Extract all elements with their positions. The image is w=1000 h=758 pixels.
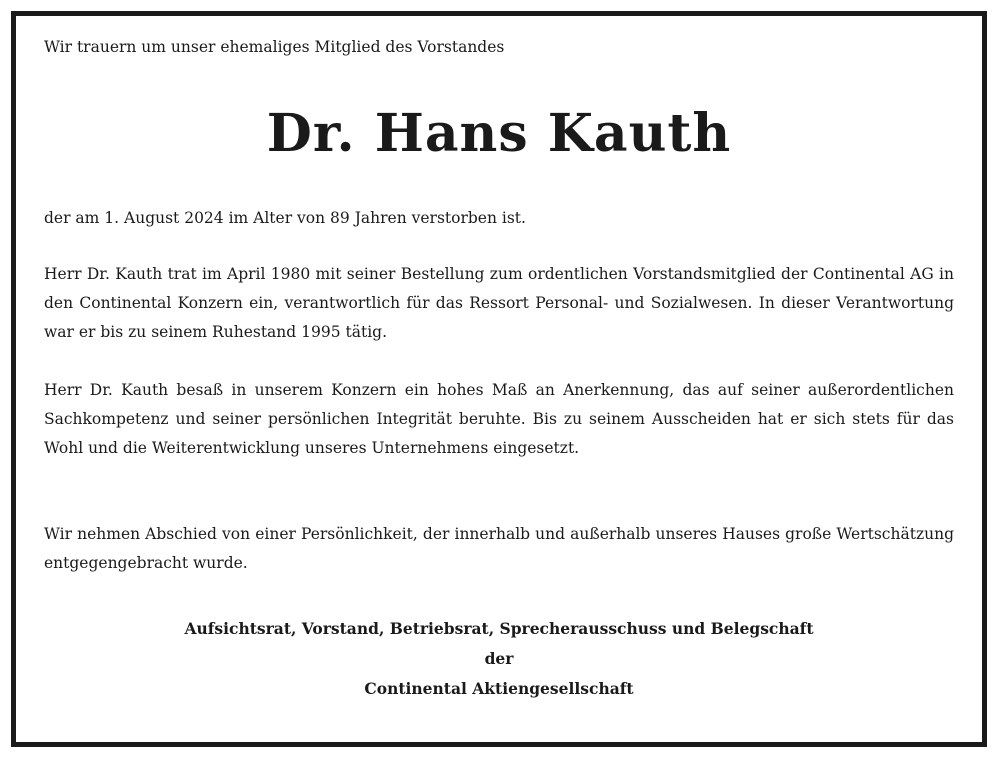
intro-text: Wir trauern um unser ehemaliges Mitglied des Vorstandes	[44, 38, 505, 56]
signature-line-1: Aufsichtsrat, Vorstand, Betriebsrat, Sprecherausschuss und Belegschaft	[184, 619, 814, 638]
paragraph-death-date: der am 1. August 2024 im Alter von 89 Jahren verstorben ist.	[44, 209, 526, 227]
paragraph-farewell: Wir nehmen Abschied von einer Persönlichkeit, der innerhalb und außerhalb unseres Hauses große Wertschätzung entgegengebracht wurde.	[44, 525, 954, 572]
signature-line-3: Continental Aktiengesellschaft	[364, 679, 634, 698]
paragraph-recognition: Herr Dr. Kauth besaß in unserem Konzern ein hohes Maß an Anerkennung, das auf seiner außerordentlichen Sachkompetenz und seiner persönlichen Integrität beruhte. Bis zu seinem Ausscheiden hat er sich stets für das Wohl und die Weiterentwicklung unseres Unternehmens eingesetzt.	[44, 381, 954, 457]
obituary-frame	[11, 11, 987, 747]
obituary-content	[44, 16, 954, 742]
paragraph-career: Herr Dr. Kauth trat im April 1980 mit seiner Bestellung zum ordentlichen Vorstandsmitglied der Continental AG in den Continental Konzern ein, verantwortlich für das Ressort Personal- und Sozialwesen. In dieser Verantwortung war er bis zu seinem Ruhestand 1995 tätig.	[44, 265, 954, 341]
signature-line-2: der	[484, 649, 514, 668]
signature-block	[44, 614, 954, 704]
deceased-name: Dr. Hans Kauth	[266, 103, 732, 164]
